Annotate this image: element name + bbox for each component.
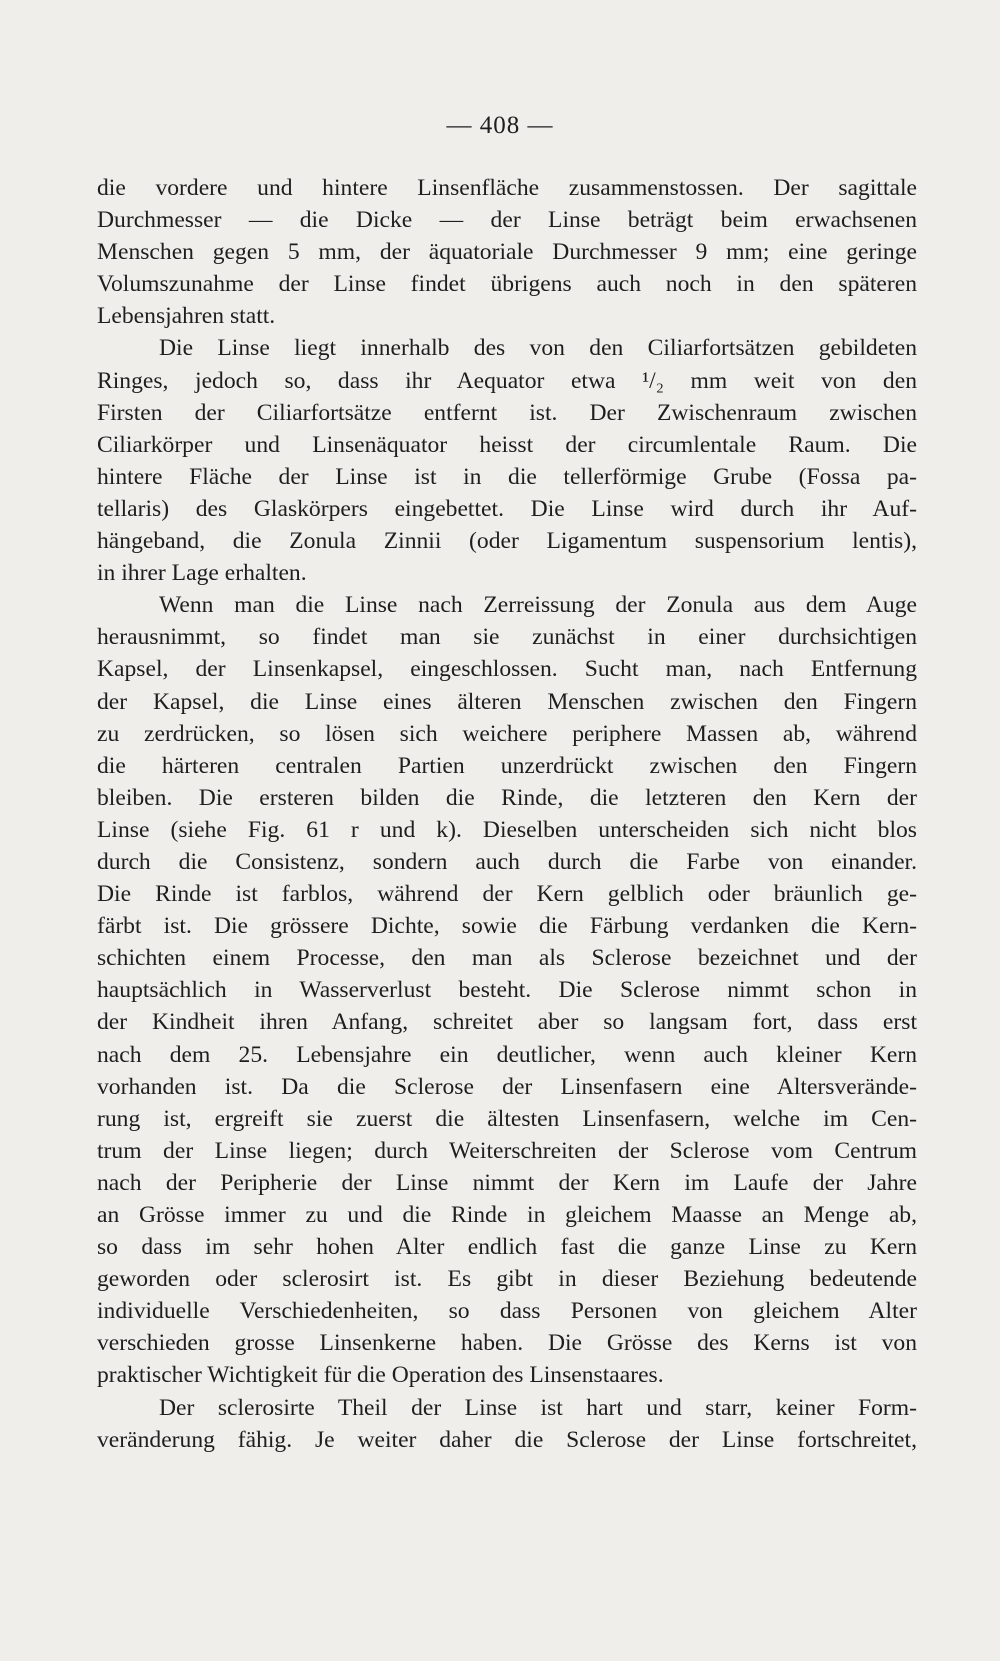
text-line: Die Rinde ist farblos, während der Kern gelblich oder bräunlich ge- bbox=[97, 881, 917, 908]
text-line: hängeband, die Zonula Zinnii (oder Ligamentum suspensorium lentis), bbox=[97, 528, 917, 555]
text-line: praktischer Wichtigkeit für die Operation des Linsenstaares. bbox=[97, 1362, 664, 1389]
text-line: schichten einem Processe, den man als Sclerose bezeichnet und der bbox=[97, 945, 917, 972]
text-line: trum der Linse liegen; durch Weiterschreiten der Sclerose vom Centrum bbox=[97, 1137, 917, 1164]
text-line: Durchmesser — die Dicke — der Linse beträgt beim erwachsenen bbox=[97, 207, 917, 234]
text-line: nach dem 25. Lebensjahre ein deutlicher, wenn auch kleiner Kern bbox=[97, 1041, 917, 1068]
text-line: hauptsächlich in Wasserverlust besteht. Die Sclerose nimmt schon in bbox=[97, 977, 917, 1004]
text-line: bleiben. Die ersteren bilden die Rinde, die letzteren den Kern der bbox=[97, 784, 917, 811]
text-line: nach der Peripherie der Linse nimmt der Kern im Laufe der Jahre bbox=[97, 1169, 917, 1196]
text-line: die vordere und hintere Linsenfläche zusammenstossen. Der sagittale bbox=[97, 175, 917, 201]
text-line: individuelle Verschiedenheiten, so dass Personen von gleichem Alter bbox=[97, 1298, 917, 1325]
text-line: verschieden grosse Linsenkerne haben. Die Grösse des Kerns ist von bbox=[97, 1330, 917, 1357]
text-line: der Kapsel, die Linse eines älteren Menschen zwischen den Fingern bbox=[97, 688, 917, 715]
text-line: Lebensjahren statt. bbox=[97, 303, 276, 330]
text-line: Die Linse liegt innerhalb des von den Ciliarfortsätzen gebildeten bbox=[159, 335, 917, 362]
text-line: vorhanden ist. Da die Sclerose der Linsenfasern eine Altersverände- bbox=[97, 1073, 917, 1100]
text-line: geworden oder sclerosirt ist. Es gibt in dieser Beziehung bedeutende bbox=[97, 1266, 917, 1293]
text-line: Ringes, jedoch so, dass ihr Aequator etwa ¹/₂ mm weit von den bbox=[97, 367, 917, 394]
text-line: an Grösse immer zu und die Rinde in gleichem Maasse an Menge ab, bbox=[97, 1202, 917, 1228]
body-text bbox=[97, 172, 917, 1456]
text-line: rung ist, ergreift sie zuerst die ältesten Linsenfasern, welche im Cen- bbox=[97, 1105, 917, 1132]
text-line: färbt ist. Die grössere Dichte, sowie die Färbung verdanken die Kern- bbox=[97, 913, 917, 940]
text-line: durch die Consistenz, sondern auch durch die Farbe von einander. bbox=[97, 848, 917, 875]
page-number-header: — 408 — bbox=[446, 112, 554, 139]
text-line: Wenn man die Linse nach Zerreissung der Zonula aus dem Auge bbox=[159, 592, 917, 619]
text-line: veränderung fähig. Je weiter daher die Sclerose der Linse fortschreitet, bbox=[97, 1426, 917, 1453]
text-line: zu zerdrücken, so lösen sich weichere periphere Massen ab, während bbox=[97, 720, 917, 747]
text-line: die härteren centralen Partien unzerdrückt zwischen den Fingern bbox=[97, 752, 917, 779]
text-line: der Kindheit ihren Anfang, schreitet aber so langsam fort, dass erst bbox=[97, 1009, 917, 1036]
text-line: herausnimmt, so findet man sie zunächst in einer durchsichtigen bbox=[97, 624, 917, 651]
text-line: Linse (siehe Fig. 61 r und k). Dieselben unterscheiden sich nicht blos bbox=[97, 816, 917, 843]
text-line: Ciliarkörper und Linsenäquator heisst der circumlentale Raum. Die bbox=[97, 431, 917, 458]
text-line: in ihrer Lage erhalten. bbox=[97, 560, 307, 587]
text-line: Volumszunahme der Linse findet übrigens auch noch in den späteren bbox=[97, 271, 917, 298]
text-line: so dass im sehr hohen Alter endlich fast die ganze Linse zu Kern bbox=[97, 1234, 917, 1261]
text-line: hintere Fläche der Linse ist in die tellerförmige Grube (Fossa pa- bbox=[97, 463, 917, 490]
text-line: Der sclerosirte Theil der Linse ist hart und starr, keiner Form- bbox=[159, 1394, 917, 1421]
text-line: Firsten der Ciliarfortsätze entfernt ist. Der Zwischenraum zwischen bbox=[97, 399, 917, 426]
text-line: Kapsel, der Linsenkapsel, eingeschlossen. Sucht man, nach Entfernung bbox=[97, 656, 917, 683]
text-line: tellaris) des Glaskörpers eingebettet. Die Linse wird durch ihr Auf- bbox=[97, 495, 917, 522]
text-line: Menschen gegen 5 mm, der äquatoriale Durchmesser 9 mm; eine geringe bbox=[97, 239, 917, 266]
